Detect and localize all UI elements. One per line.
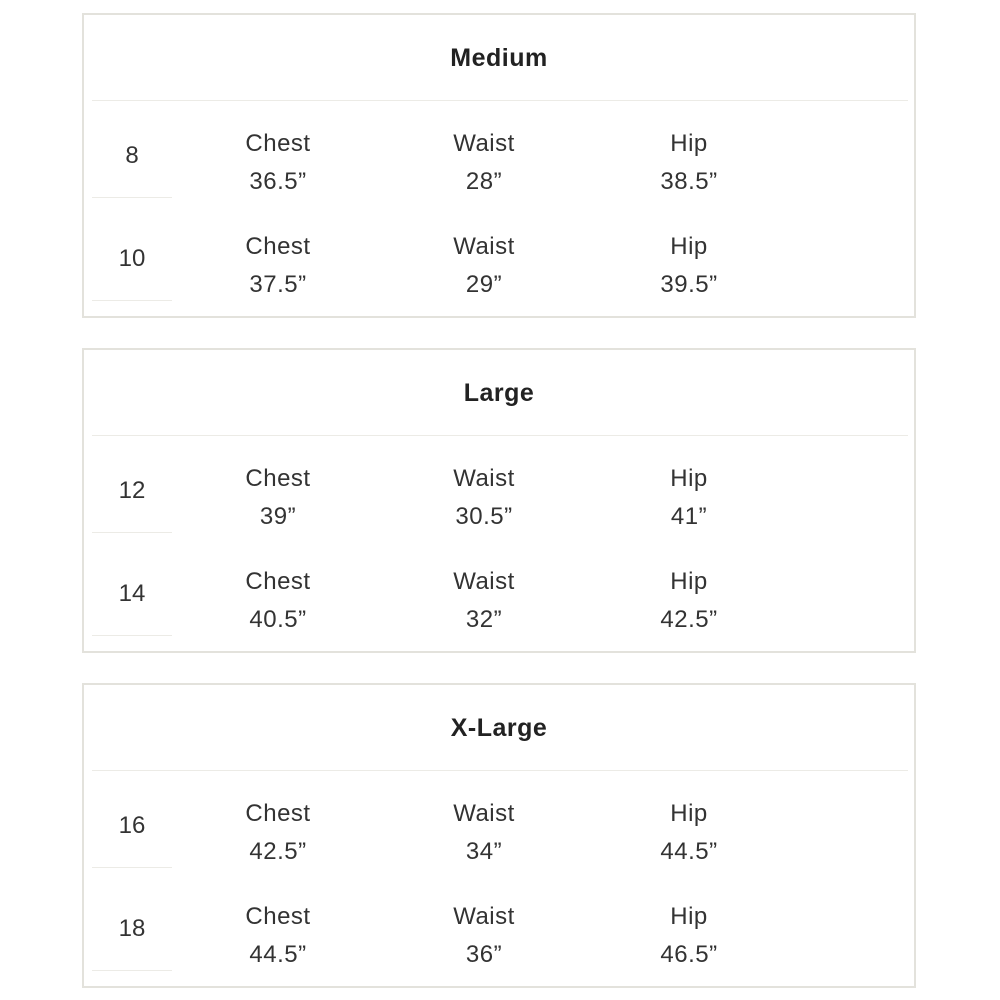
hip-value: 39.5” [660,271,718,298]
hip-value: 38.5” [660,168,718,195]
size-row [84,553,914,656]
chest-label: Chest [245,568,311,595]
chest-measure [198,898,358,974]
hip-label: Hip [670,130,708,157]
size-number: 8 [125,142,139,169]
chest-value: 36.5” [249,168,307,195]
waist-measure [404,460,564,536]
hip-label: Hip [670,903,708,930]
hip-value: 44.5” [660,838,718,865]
waist-value: 32” [465,606,503,633]
size-row [84,785,914,888]
section-title: Medium [450,44,548,72]
waist-measure [404,125,564,201]
chest-value: 37.5” [249,271,307,298]
divider [92,100,908,101]
hip-label: Hip [670,800,708,827]
hip-value: 41” [670,503,708,530]
waist-label: Waist [453,465,515,492]
size-row [84,450,914,553]
divider [92,867,172,868]
chest-value: 39” [259,503,297,530]
chest-label: Chest [245,800,311,827]
hip-label: Hip [670,465,708,492]
hip-measure [609,795,769,871]
waist-value: 36” [465,941,503,968]
chest-measure [198,460,358,536]
chest-measure [198,228,358,304]
chest-label: Chest [245,465,311,492]
chest-label: Chest [245,233,311,260]
divider [92,197,172,198]
section-title: Large [463,379,535,407]
hip-measure [609,898,769,974]
hip-label: Hip [670,568,708,595]
size-number: 16 [118,812,146,839]
size-row [84,888,914,991]
hip-measure [609,563,769,639]
waist-value: 29” [465,271,503,298]
size-number: 14 [118,580,146,607]
chest-measure [198,563,358,639]
waist-measure [404,563,564,639]
chest-label: Chest [245,130,311,157]
hip-value: 46.5” [660,941,718,968]
waist-label: Waist [453,233,515,260]
hip-measure [609,228,769,304]
hip-measure [609,460,769,536]
waist-value: 30.5” [455,503,513,530]
divider [92,770,908,771]
waist-label: Waist [453,903,515,930]
waist-measure [404,898,564,974]
divider [92,635,172,636]
waist-value: 34” [465,838,503,865]
chest-measure [198,125,358,201]
size-row [84,218,914,321]
waist-value: 28” [465,168,503,195]
chest-value: 40.5” [249,606,307,633]
divider [92,300,172,301]
waist-measure [404,795,564,871]
waist-label: Waist [453,800,515,827]
chest-value: 44.5” [249,941,307,968]
waist-measure [404,228,564,304]
size-card-medium [82,13,916,318]
waist-label: Waist [453,130,515,157]
size-row [84,115,914,218]
divider [92,532,172,533]
size-card-large [82,348,916,653]
size-card-x-large [82,683,916,988]
size-number: 18 [118,915,146,942]
waist-label: Waist [453,568,515,595]
divider [92,435,908,436]
divider [92,970,172,971]
section-title: X-Large [450,714,548,742]
hip-value: 42.5” [660,606,718,633]
chest-value: 42.5” [249,838,307,865]
chest-label: Chest [245,903,311,930]
hip-label: Hip [670,233,708,260]
size-number: 10 [118,245,146,272]
size-number: 12 [118,477,146,504]
hip-measure [609,125,769,201]
chest-measure [198,795,358,871]
